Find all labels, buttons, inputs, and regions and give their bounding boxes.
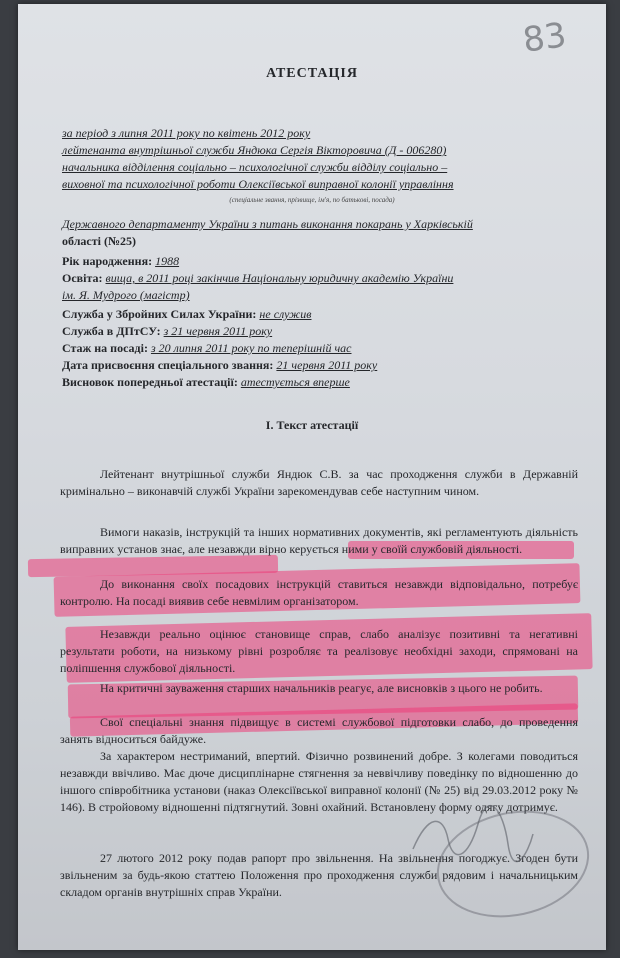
paragraph-training: Свої спеціальні знання підвищує в системі службової підготовки слабо, до проведення занять відноситься байдуже. <box>60 715 578 746</box>
paragraph-dismissal: 27 лютого 2012 року подав рапорт про звільнення. На звільнення погоджує. Згоден бути звільненим за будь-якою статтею Положення про проходження служби рядовим і начальницьким складом органів внутрішніх справ України. <box>60 851 578 899</box>
field-birth-year: Рік народження: 1988 <box>62 254 180 268</box>
period-line: за період з липня 2011 року по квітень 2012 року <box>62 126 311 140</box>
position-line-1: начальника відділення соціально – психологічної служби відділу соціально – <box>62 160 448 174</box>
department-line-1: Державного департаменту України з питань виконання покарань у Харківській <box>62 217 473 231</box>
field-rank-date: Дата присвоєння спеціального звання: 21 червня 2011 року <box>62 358 378 372</box>
paragraph-regulations: Вимоги наказів, інструкцій та інших нормативних документів, які регламентують діяльність виправних установ знає, але незавжди вірно керується ними у своїй службовій діяльності. <box>60 525 578 556</box>
field-army: Служба у Збройних Силах України: не служив <box>62 307 312 321</box>
paragraph-duties: До виконання своїх посадових інструкцій ставиться незавжди відповідально, потребує контролю. На посаді виявив себе невмілим організатором. <box>60 577 578 608</box>
field-dptsu: Служба в ДПтСУ: з 21 червня 2011 року <box>62 324 273 338</box>
field-education: Освіта: вища, в 2011 році закінчив Національну юридичну академію України <box>62 271 454 285</box>
field-education-cont: ім. Я. Мудрого (магістр) <box>62 288 190 302</box>
department-line-2: області (№25) <box>62 234 137 248</box>
document-title: АТЕСТАЦІЯ <box>266 66 358 81</box>
position-line-2: виховної та психологічної роботи Олексіївської виправної колонії управління <box>62 177 454 191</box>
field-experience: Стаж на посаді: з 20 липня 2011 року по теперішній час <box>62 341 352 355</box>
paragraph-criticism: На критичні зауваження старших начальників реагує, але висновків з цього не робить. <box>100 681 543 695</box>
signature <box>408 804 538 864</box>
document-page <box>18 4 606 950</box>
field-previous: Висновок попередньої атестації: атестується вперше <box>62 375 350 389</box>
handwritten-page-number: 83 <box>520 15 569 61</box>
section-title: І. Текст атестації <box>265 418 359 432</box>
caption-line: (спеціальне звання, прізвище, ім'я, по батькові, посада) <box>229 196 395 204</box>
paragraph-character: За характером нестриманий, впертий. Фізично розвинений добре. З колегами поводиться незавжди ввічливо. Має дюче дисциплінарне стягнення за неввічливу поведінку по відношенню до іншого співробітника установи (наказ Олексіївської виправної колонії (№ 25) від 29.03.2012 року № 146). В стройовому відношенні підтягнутий. Зовні охайний. Встановлену форму одягу дотримує. <box>60 749 578 814</box>
paragraph-analysis: Незавжди реально оцінює становище справ, слабо аналізує позитивні та негативні результати роботи, на низькому рівні розробляє та реалізовує необхідні заходи, спрямовані на поліпшення службової діяльності. <box>60 627 578 675</box>
rank-name-line: лейтенанта внутрішньої служби Яндюка Сергія Вікторовича (Д - 006280) <box>62 143 447 157</box>
paragraph-intro: Лейтенант внутрішньої служби Яндюк С.В. за час проходження служби в Державній кримінально – виконавчій службі України зарекомендував себе наступним чином. <box>60 467 578 498</box>
